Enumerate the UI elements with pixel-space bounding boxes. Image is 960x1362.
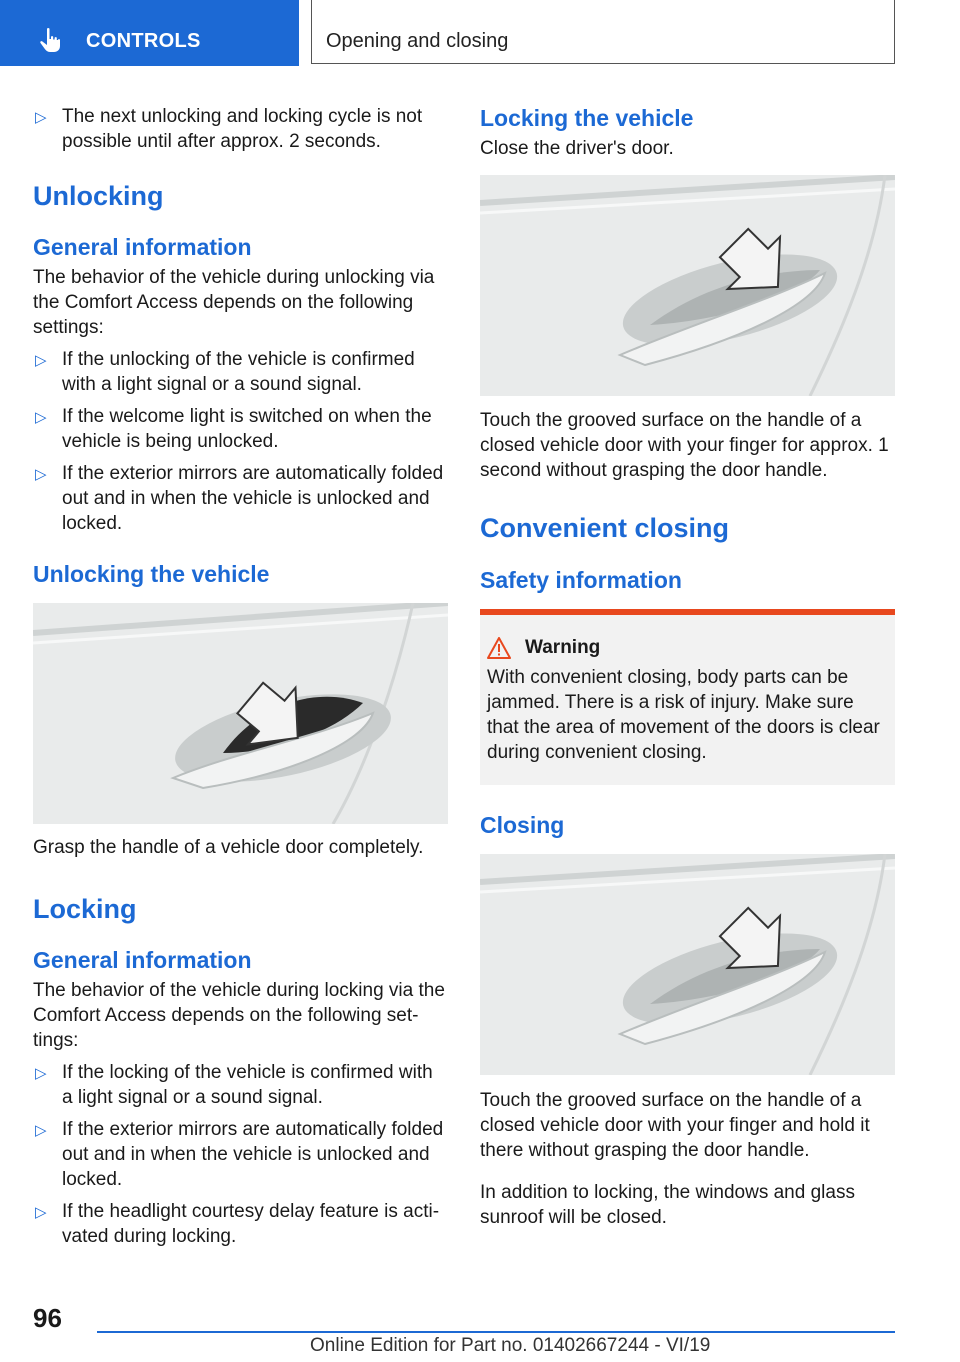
- door-handle-touch-illustration: [480, 175, 895, 396]
- list-item-text: If the welcome light is switched on when the vehicle is being unlocked.: [62, 406, 432, 452]
- locking-vehicle-text: Close the driver's door.: [480, 138, 674, 159]
- locking-vehicle-caption: Touch the grooved surface on the handle of a closed vehicle door with your finger for approx. 1 second without grasping the door handle.: [480, 410, 889, 481]
- closing-caption: Touch the grooved surface on the handle of a closed vehicle door with your finger and hold it there without grasping the door handle.: [480, 1090, 870, 1161]
- warning-title: Warning: [525, 637, 601, 658]
- list-item-text: If the unlocking of the vehicle is confirmed with a light signal or a sound signal.: [62, 349, 415, 395]
- warning-triangle-icon: [487, 637, 511, 659]
- list-item: [33, 104, 448, 154]
- heading-locking: Locking: [33, 894, 137, 924]
- list-item-text: If the locking of the vehicle is confirmed with a light signal or a sound signal.: [62, 1062, 433, 1108]
- warning-header: [487, 635, 888, 660]
- heading-locking-general: General information: [33, 947, 252, 973]
- triangle-bullet-icon: ▷: [35, 352, 47, 369]
- list-item: [33, 1060, 448, 1110]
- list-item: [33, 1117, 448, 1192]
- closing-text: In addition to locking, the windows and glass sunroof will be closed.: [480, 1182, 855, 1228]
- triangle-bullet-icon: ▷: [35, 1204, 47, 1221]
- triangle-bullet-icon: ▷: [35, 109, 47, 126]
- triangle-bullet-icon: ▷: [35, 409, 47, 426]
- heading-convenient-closing: Convenient closing: [480, 513, 730, 543]
- unlocking-vehicle-caption: Grasp the handle of a vehicle door completely.: [33, 837, 424, 858]
- hand-pointer-icon: [36, 26, 64, 54]
- section-tab[interactable]: [0, 0, 299, 66]
- heading-unlocking: Unlocking: [33, 181, 164, 211]
- page-title: Opening and closing: [326, 30, 509, 52]
- triangle-bullet-icon: ▷: [35, 1122, 47, 1139]
- door-handle-grasp-illustration: [33, 603, 448, 824]
- heading-locking-vehicle: Locking the vehicle: [480, 105, 694, 131]
- warning-text: With convenient closing, body parts can be jammed. There is a risk of injury. Make sure that the area of movement of the doors is clear during convenient closing.: [487, 667, 880, 763]
- list-item-text: If the exterior mirrors are automatically folded out and in when the vehicle is unlocked and locked.: [62, 1119, 444, 1190]
- list-item-text: If the headlight courtesy delay feature is acti‐vated during locking.: [62, 1201, 440, 1247]
- list-item-text: The next unlocking and locking cycle is not possible until after approx. 2 seconds.: [62, 106, 423, 152]
- footer-divider: [97, 1331, 895, 1333]
- unlocking-general-text: The behavior of the vehicle during unlocking via the Comfort Access depends on the following settings:: [33, 267, 435, 338]
- list-item: [33, 1199, 448, 1249]
- list-item: [33, 404, 448, 454]
- door-handle-closing-illustration: [480, 854, 895, 1075]
- locking-general-text: The behavior of the vehicle during locking via the Comfort Access depends on the following set‐tings:: [33, 980, 445, 1051]
- warning-box: [480, 609, 895, 785]
- intro-list: [33, 104, 448, 154]
- locking-settings-list: [33, 1060, 448, 1249]
- heading-unlocking-general: General information: [33, 234, 252, 260]
- section-label: CONTROLS: [86, 30, 201, 52]
- heading-safety-information: Safety information: [480, 567, 682, 593]
- triangle-bullet-icon: ▷: [35, 466, 47, 483]
- left-column: [33, 104, 448, 1249]
- triangle-bullet-icon: ▷: [35, 1065, 47, 1082]
- unlocking-settings-list: [33, 347, 448, 536]
- list-item: [33, 347, 448, 397]
- list-item: [33, 461, 448, 536]
- page-number: 96: [33, 1303, 62, 1333]
- right-column: [480, 104, 895, 1230]
- list-item-text: If the exterior mirrors are automatically folded out and in when the vehicle is unlocked and locked.: [62, 463, 444, 534]
- footer-edition: Online Edition for Part no. 01402667244 - VI/19: [310, 1335, 711, 1356]
- heading-unlocking-vehicle: Unlocking the vehicle: [33, 561, 270, 587]
- heading-closing: Closing: [480, 812, 565, 838]
